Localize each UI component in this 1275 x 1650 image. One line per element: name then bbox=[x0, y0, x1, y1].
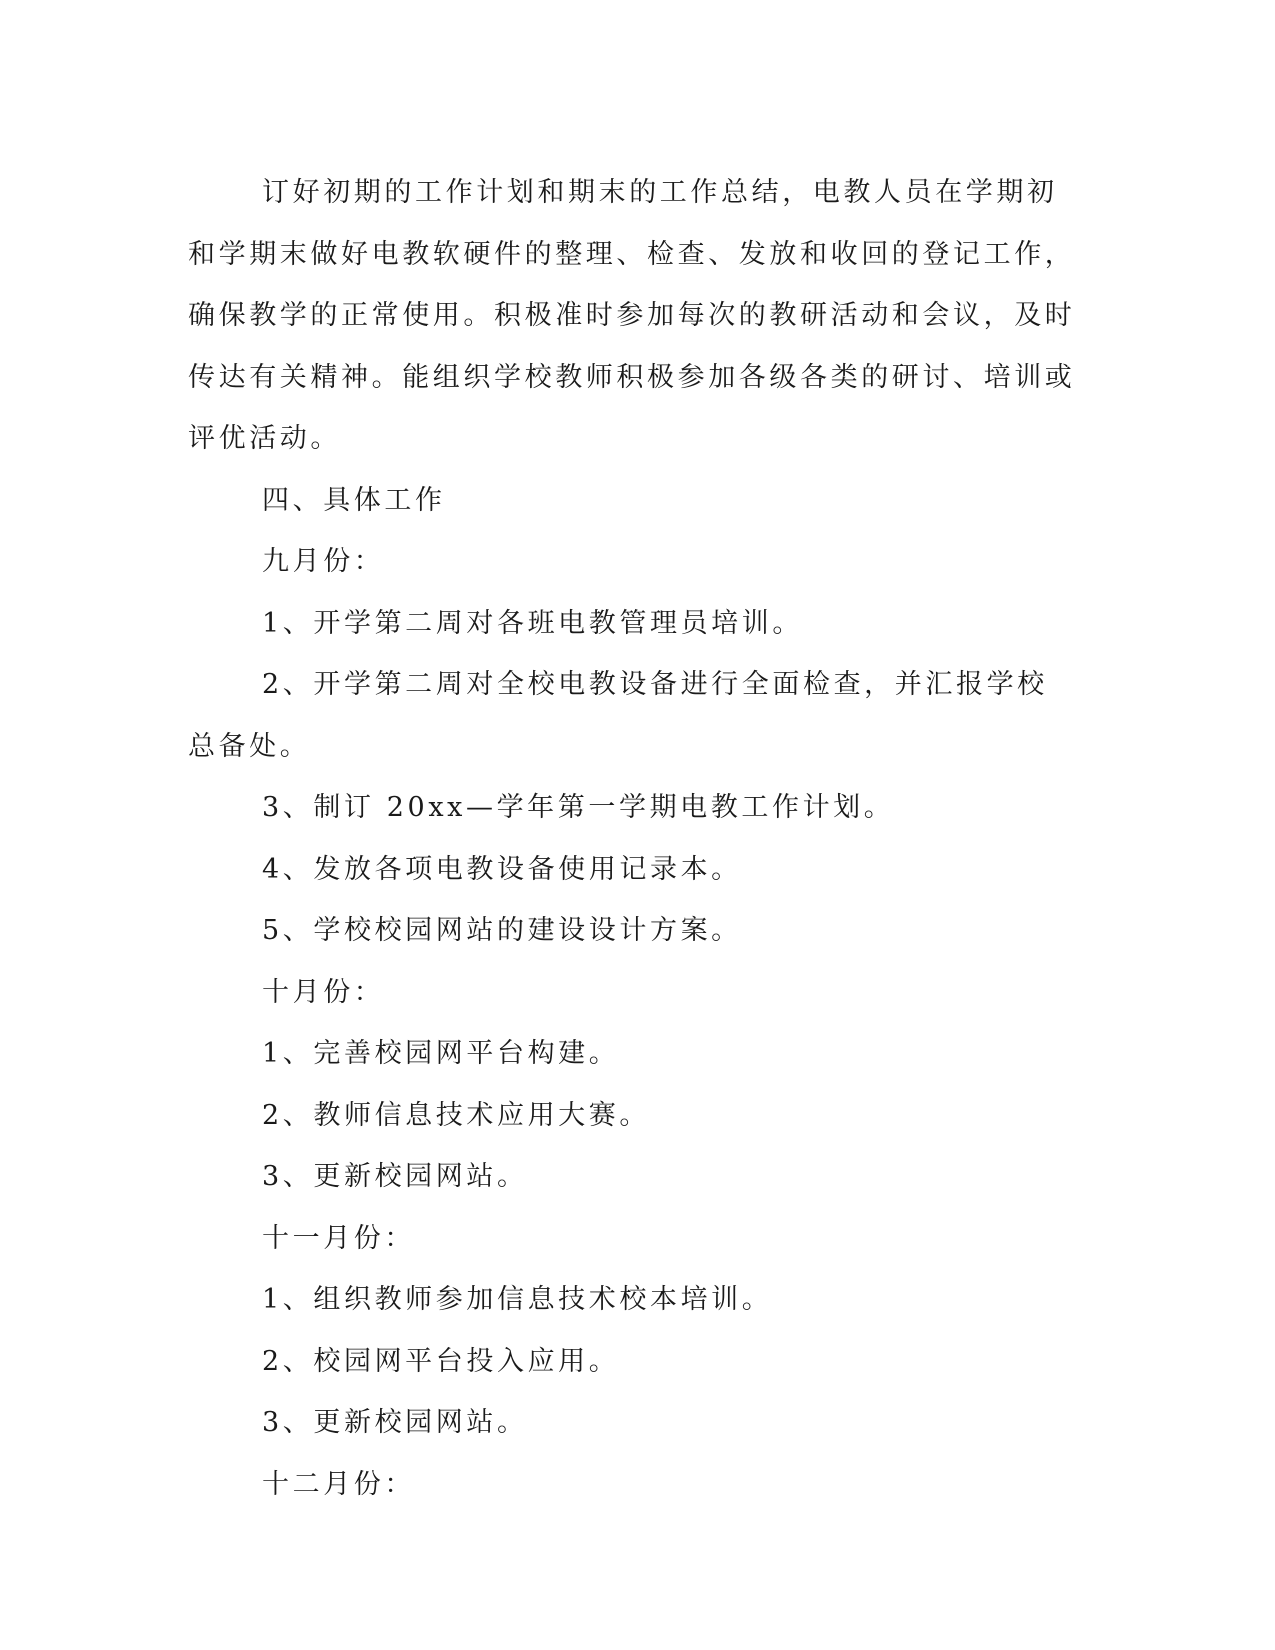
month-heading-september: 九月份： bbox=[262, 546, 385, 577]
list-item: 1、完善校园网平台构建。 bbox=[262, 1038, 620, 1069]
month-heading-december: 十二月份： bbox=[262, 1468, 415, 1500]
month-heading-october: 十月份： bbox=[262, 976, 385, 1008]
list-item: 3、更新校园网站。 bbox=[262, 1407, 528, 1438]
list-item: 2、开学第二周对全校电教设备进行全面检查，并汇报学校总备处。 bbox=[188, 669, 1048, 762]
document-body bbox=[188, 162, 1078, 1515]
list-item: 1、组织教师参加信息技术校本培训。 bbox=[262, 1284, 773, 1315]
list-item: 2、教师信息技术应用大赛。 bbox=[262, 1099, 650, 1131]
list-item: 4、发放各项电教设备使用记录本。 bbox=[262, 853, 742, 885]
list-item: 3、制订 20xx—学年第一学期电教工作计划。 bbox=[262, 792, 895, 823]
paragraph-intro: 订好初期的工作计划和期末的工作总结，电教人员在学期初和学期末做好电教软硬件的整理、检查、发放和收回的登记工作，确保教学的正常使用。积极准时参加每次的教研活动和会议，及时传达有关精神。能组织学校教师积极参加各级各类的研讨、培训或评优活动。 bbox=[188, 177, 1076, 454]
month-heading-november: 十一月份： bbox=[262, 1222, 415, 1254]
list-item: 2、校园网平台投入应用。 bbox=[262, 1345, 620, 1377]
list-item: 1、开学第二周对各班电教管理员培训。 bbox=[262, 607, 803, 639]
list-item: 5、学校校园网站的建设设计方案。 bbox=[262, 915, 742, 946]
list-item: 3、更新校园网站。 bbox=[262, 1161, 528, 1192]
section-heading: 四、具体工作 bbox=[262, 484, 446, 516]
